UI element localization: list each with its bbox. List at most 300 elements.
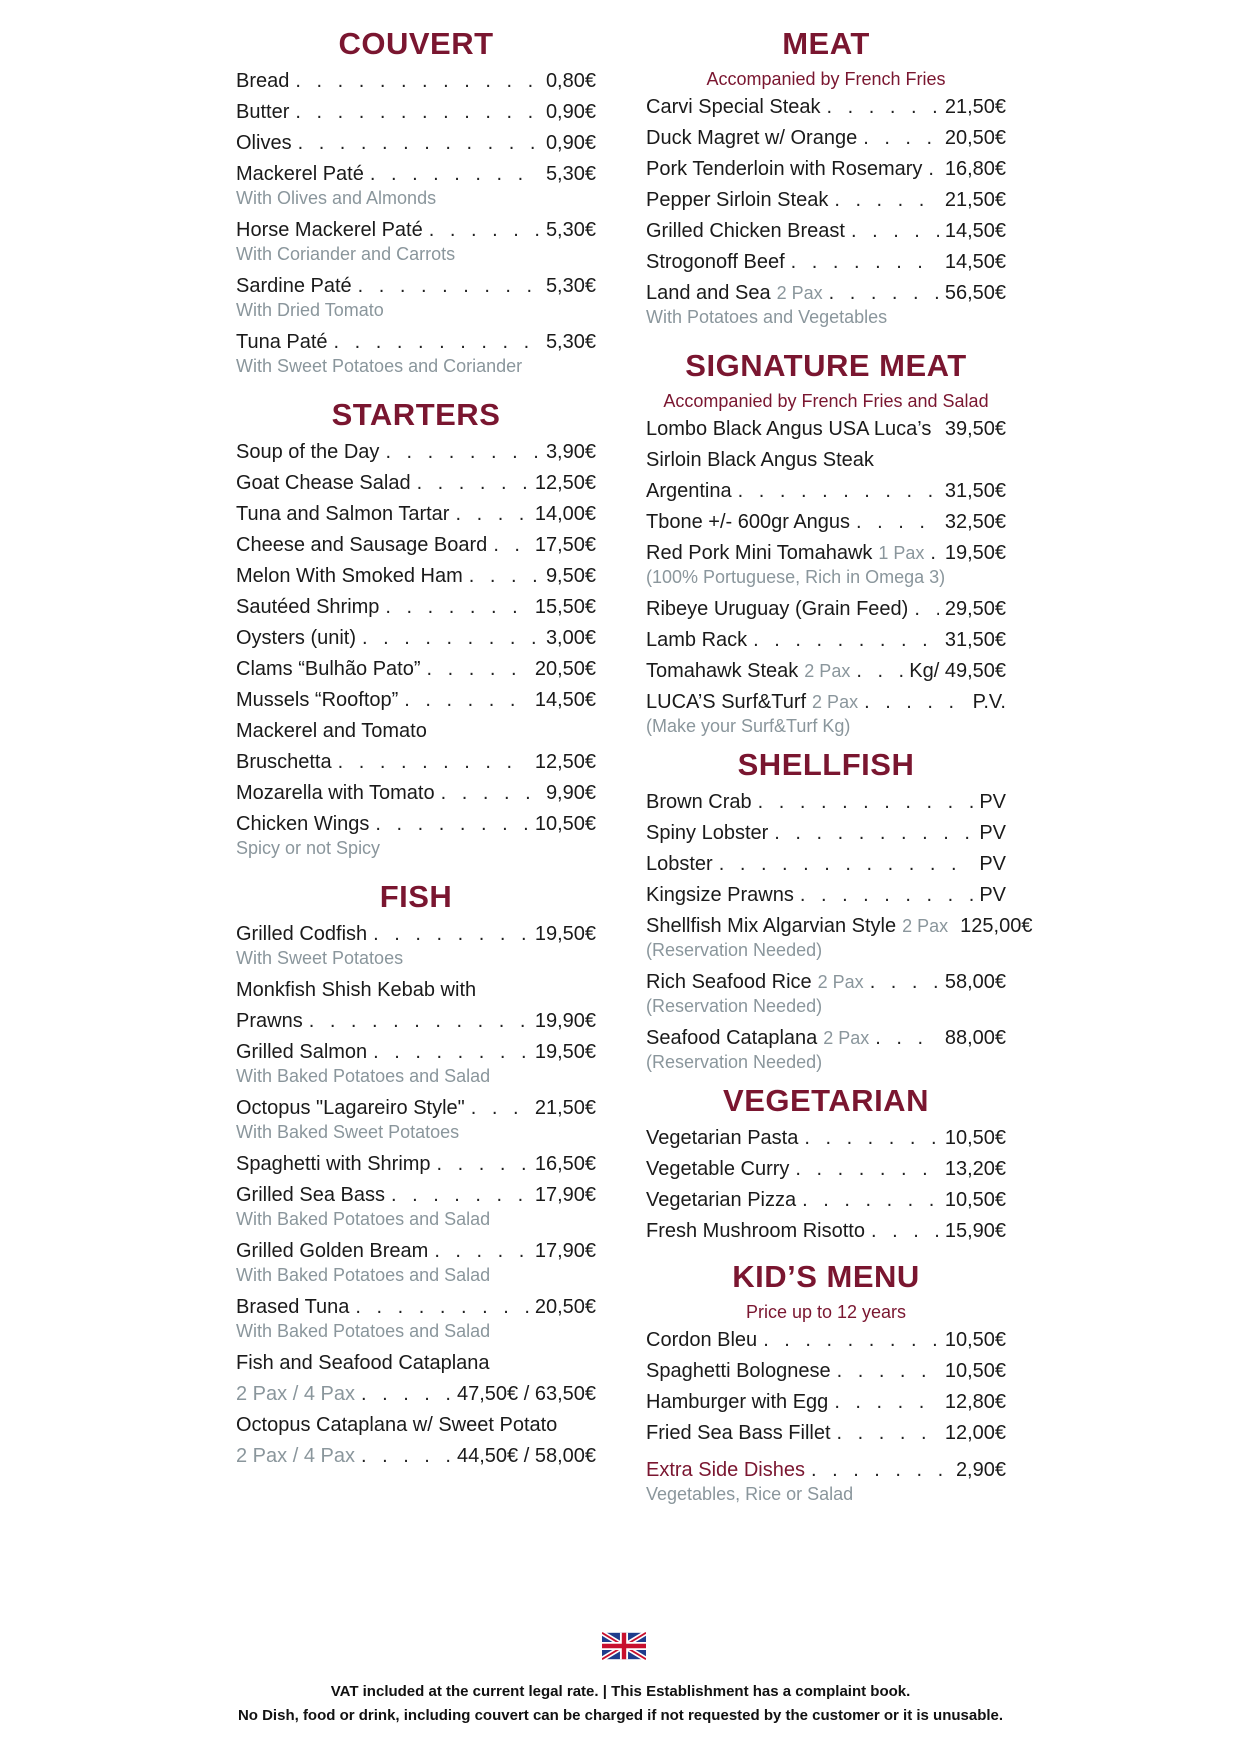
item-price: 12,50€ [534,472,596,494]
dot-leader [758,787,974,818]
menu-item [236,1236,596,1267]
item-name: Sirloin Black Angus Steak [646,449,874,471]
item-note: (100% Portuguese, Rich in Omega 3) [646,567,946,587]
dot-leader [802,1185,939,1216]
item-price: 15,90€ [944,1220,1006,1242]
item-price: 10,50€ [944,1127,1006,1149]
menu-item [236,271,596,302]
item-price: 19,50€ [944,542,1006,564]
item-name: Sautéed Shrimp [236,596,380,618]
item-name: Brased Tuna [236,1296,350,1318]
menu-item [646,594,1006,625]
item-name: Fresh Mushroom Risotto [646,1220,865,1242]
item-price: 21,50€ [534,1097,596,1119]
item-name: Mackerel Paté [236,163,364,185]
item-name: Grilled Chicken Breast [646,220,845,242]
item-name: Spaghetti Bolognese [646,1360,831,1382]
dot-leader [827,92,939,123]
item-name: Pepper Sirloin Steak [646,189,829,211]
item-price: 17,50€ [534,534,596,556]
item-price: 17,90€ [534,1240,596,1262]
menu-item [646,507,1006,538]
item-price: 14,50€ [944,220,1006,242]
item-name: Soup of the Day [236,441,380,463]
item-price: PV [979,822,1006,844]
dot-leader [370,159,540,190]
item-price: PV [979,884,1006,906]
couvert-items [236,66,596,377]
item-price: P.V. [972,691,1006,713]
dot-leader [763,1325,939,1356]
item-name: Mozarella with Tomato [236,782,435,804]
item-name: Tuna and Salmon Tartar [236,503,450,525]
item-name: Mussels “Rooftop” [236,689,399,711]
menu-item [646,1216,1006,1247]
menu-item [236,1410,596,1441]
dot-leader [837,1418,939,1449]
item-pax: 2 Pax [817,972,864,992]
meat-items [646,92,1006,328]
item-price: 31,50€ [944,629,1006,651]
fish-section [236,875,596,1472]
item-price: 5,30€ [545,331,596,353]
section-title: KID’S MENU [732,1259,920,1294]
menu-item [646,1325,1006,1356]
menu-item [646,185,1006,216]
dot-leader [385,437,540,468]
item-price: 88,00€ [944,1027,1006,1049]
item-name: Bread [236,70,290,92]
item-name: Carvi Special Steak [646,96,821,118]
item-price: 19,90€ [534,1010,596,1032]
item-price: 12,00€ [944,1422,1006,1444]
dot-leader [870,967,939,998]
item-pax: 2 Pax [823,1028,870,1048]
item-name: Vegetarian Pasta [646,1127,799,1149]
dot-leader [928,154,938,185]
menu-item [236,468,596,499]
menu-item [646,1387,1006,1418]
item-pax: 2 Pax [776,283,823,303]
menu-item [236,1441,596,1472]
menu-item [646,538,1006,569]
menu-item [236,1180,596,1211]
menu-item [646,911,1033,942]
menu-item [236,1292,596,1323]
item-name: Spaghetti with Shrimp [236,1153,431,1175]
item-name: Clams “Bulhão Pato” [236,658,421,680]
menu-item [236,499,596,530]
item-name: Fried Sea Bass Fillet [646,1422,831,1444]
item-note: Spicy or not Spicy [236,838,381,858]
item-name: Extra Side Dishes [646,1459,805,1481]
menu-item [646,687,1006,718]
item-name: Land and Sea [646,282,771,304]
item-note: With Coriander and Carrots [236,244,456,264]
dot-leader [391,1180,529,1211]
menu-item [646,476,1006,507]
dot-leader [434,1236,529,1267]
dot-leader [437,1149,529,1180]
item-name: LUCA’S Surf&Turf [646,691,807,713]
item-name: Kingsize Prawns [646,884,794,906]
item-name: Grilled Codfish [236,923,368,945]
uk-flag-icon[interactable] [602,1632,646,1660]
menu-item [236,592,596,623]
menu-item [646,123,1006,154]
item-price: 10,50€ [944,1329,1006,1351]
item-name: Brown Crab [646,791,752,813]
footer-charge-line: No Dish, food or drink, including couvert can be charged if not requested by the customer or it is unusable. [237,1707,1004,1724]
dot-leader [753,625,939,656]
item-price: 5,30€ [545,219,596,241]
menu-item [236,1149,596,1180]
item-name: Melon With Smoked Ham [236,565,463,587]
item-pax: 1 Pax [878,543,925,563]
item-name: 2 Pax / 4 Pax [236,1445,355,1467]
item-price: 19,50€ [534,923,596,945]
item-name: Strogonoff Beef [646,251,785,273]
item-price: 56,50€ [944,282,1006,304]
dot-leader [795,1154,938,1185]
item-pax: 2 Pax [812,692,859,712]
item-price: 9,50€ [545,565,596,587]
item-price: 5,30€ [545,275,596,297]
menu-item [236,128,596,159]
menu-item [236,716,596,747]
item-price: 47,50€ / 63,50€ [456,1383,596,1405]
section-subtitle: Accompanied by French Fries and Salad [663,391,989,411]
dot-leader [295,97,540,128]
item-note: (Reservation Needed) [646,1052,823,1072]
dot-leader [358,271,540,302]
dot-leader [930,538,938,569]
menu-item [236,654,596,685]
item-price: 20,50€ [534,1296,596,1318]
item-name: Vegetable Curry [646,1158,790,1180]
meat-section [646,22,1006,328]
menu-item [646,625,1006,656]
dot-leader [361,1441,451,1472]
item-price: 32,50€ [944,511,1006,533]
section-title: SHELLFISH [737,747,915,782]
dot-leader [774,818,973,849]
item-name: Tuna Paté [236,331,328,353]
item-note: With Baked Potatoes and Salad [236,1066,491,1086]
item-name: Olives [236,132,292,154]
dot-leader [471,1093,529,1124]
item-note: (Make your Surf&Turf Kg) [646,716,851,736]
item-note: With Baked Potatoes and Salad [236,1265,491,1285]
item-price: Kg/ 49,50€ [909,660,1006,682]
item-note: With Olives and Almonds [236,188,437,208]
menu-item [236,66,596,97]
menu-item [646,414,1006,445]
item-note: With Baked Potatoes and Salad [236,1321,491,1341]
dot-leader [837,1356,939,1387]
item-price: 10,50€ [534,813,596,835]
item-price: 0,90€ [545,101,596,123]
shellfish-section [646,743,1033,1073]
item-name: Shellfish Mix Algarvian Style [646,915,897,937]
dot-leader [469,561,540,592]
section-subtitle: Price up to 12 years [745,1302,907,1322]
dot-leader [800,880,973,911]
item-name: Cheese and Sausage Board [236,534,488,556]
section-title: STARTERS [331,397,501,432]
menu-item [236,1093,596,1124]
dot-leader [937,414,938,445]
menu-item [646,1123,1006,1154]
item-name: Hamburger with Egg [646,1391,829,1413]
item-name: Pork Tenderloin with Rosemary [646,158,923,180]
vegetarian-section [646,1079,1006,1247]
item-price: 5,30€ [545,163,596,185]
item-price: 19,50€ [534,1041,596,1063]
item-price: 21,50€ [944,96,1006,118]
item-price: 0,80€ [545,70,596,92]
item-price: 39,50€ [944,418,1006,440]
menu-item [646,1154,1006,1185]
item-price: 3,00€ [545,627,596,649]
item-name: Tomahawk Steak [646,660,799,682]
item-name: Bruschetta [236,751,332,773]
dot-leader [309,1006,529,1037]
item-note: With Dried Tomato [236,300,384,320]
item-note: With Sweet Potatoes [236,948,404,968]
dot-leader [856,507,939,538]
item-name: Tbone +/- 600gr Angus [646,511,851,533]
dot-leader [719,849,974,880]
menu-item [646,247,1006,278]
item-name: Ribeye Uruguay (Grain Feed) [646,598,909,620]
item-name: Lobster [646,853,713,875]
item-note: With Baked Potatoes and Salad [236,1209,491,1229]
dot-leader [427,654,529,685]
item-pax: 2 Pax [902,916,949,936]
item-price: 21,50€ [944,189,1006,211]
item-price: 10,50€ [944,1189,1006,1211]
item-name: Duck Magret w/ Orange [646,127,858,149]
menu-item [236,747,596,778]
menu-item [646,1023,1006,1054]
item-name: Octopus "Lagareiro Style" [236,1097,465,1119]
item-price: 29,50€ [944,598,1006,620]
menu-item [236,561,596,592]
menu-item [646,656,1006,687]
menu-item [646,154,1006,185]
section-title: COUVERT [338,26,494,61]
item-name: Chicken Wings [236,813,370,835]
section-title: SIGNATURE MEAT [685,348,967,383]
item-price: 10,50€ [944,1360,1006,1382]
item-name: Prawns [236,1010,303,1032]
dot-leader [914,594,938,625]
item-name: Horse Mackerel Paté [236,219,423,241]
menu-item [646,1455,1006,1486]
menu-item [236,97,596,128]
dot-leader [455,499,528,530]
dot-leader [334,327,540,358]
dot-leader [875,1023,939,1054]
shellfish-items [646,787,1033,1073]
item-name: Monkfish Shish Kebab with [236,979,477,1001]
dot-leader [738,476,939,507]
dot-leader [429,215,540,246]
item-name: Grilled Salmon [236,1041,368,1063]
dot-leader [791,247,939,278]
item-price: 125,00€ [960,915,1033,937]
item-price: 15,50€ [534,596,596,618]
menu-item [646,1418,1006,1449]
signature-items [646,414,1006,737]
menu-item [646,1356,1006,1387]
dot-leader [373,1037,529,1068]
item-name: Fish and Seafood Cataplana [236,1352,490,1374]
menu-item [646,92,1006,123]
menu-item [236,1037,596,1068]
item-name: Sardine Paté [236,275,352,297]
item-note: With Potatoes and Vegetables [646,307,888,327]
item-price: 3,90€ [545,441,596,463]
item-price: 16,50€ [534,1153,596,1175]
item-name: 2 Pax / 4 Pax [236,1383,355,1405]
kids-menu-section [646,1255,1006,1449]
item-note: With Sweet Potatoes and Coriander [236,356,523,376]
section-title: FISH [379,879,453,914]
item-price: 44,50€ / 58,00€ [456,1445,596,1467]
item-name: Rich Seafood Rice [646,971,812,993]
item-price: 14,50€ [534,689,596,711]
signature-meat-section [646,344,1006,737]
dot-leader [404,685,529,716]
item-price: 0,90€ [545,132,596,154]
section-subtitle: Accompanied by French Fries [706,69,946,89]
item-price: PV [979,791,1006,813]
section-title: VEGETARIAN [723,1083,929,1118]
dot-leader [493,530,529,561]
menu-item [646,818,1006,849]
dot-leader [864,687,967,718]
dot-leader [375,809,528,840]
item-price: PV [979,853,1006,875]
menu-item [236,975,596,1006]
dot-leader [362,623,540,654]
dot-leader [851,216,939,247]
dot-leader [871,1216,939,1247]
item-price: 20,50€ [944,127,1006,149]
item-name: Lombo Black Angus USA Luca’s [646,418,932,440]
item-price: 14,00€ [534,503,596,525]
right-column [646,22,1033,1511]
dot-leader [338,747,529,778]
menu-item [646,787,1006,818]
dot-leader [804,1123,938,1154]
dot-leader [295,66,540,97]
item-name: Mackerel and Tomato [236,720,427,742]
item-price: 12,50€ [534,751,596,773]
item-note: Vegetables, Rice or Salad [646,1484,854,1504]
item-name: Octopus Cataplana w/ Sweet Potato [236,1414,558,1436]
menu-item [236,530,596,561]
menu-item [646,445,1006,476]
dot-leader [811,1455,950,1486]
footer-vat-line: VAT included at the current legal rate. | This Establishment has a complaint book. [330,1683,911,1700]
item-name: Spiny Lobster [646,822,769,844]
menu-item [236,327,596,358]
menu-item [646,880,1006,911]
item-note: With Baked Sweet Potatoes [236,1122,460,1142]
menu-item [646,1185,1006,1216]
item-name: Seafood Cataplana [646,1027,818,1049]
dot-leader [441,778,540,809]
item-name: Grilled Sea Bass [236,1184,385,1206]
item-price: 20,50€ [534,658,596,680]
item-name: Grilled Golden Bream [236,1240,429,1262]
dot-leader [373,919,529,950]
item-name: Oysters (unit) [236,627,357,649]
item-price: 9,90€ [545,782,596,804]
item-price: 58,00€ [944,971,1006,993]
dot-leader [863,123,939,154]
menu-item [236,778,596,809]
menu-item [646,849,1006,880]
extra-side-dishes [646,1455,1006,1505]
dot-leader [834,1387,939,1418]
item-price: 17,90€ [534,1184,596,1206]
menu-item [646,216,1006,247]
starters-items [236,437,596,859]
section-title: MEAT [782,26,870,61]
menu-item [236,1006,596,1037]
menu-item [236,1379,596,1410]
item-name: Goat Chease Salad [236,472,411,494]
menu-item [236,919,596,950]
item-price: 14,50€ [944,251,1006,273]
item-price: 31,50€ [944,480,1006,502]
item-name: Argentina [646,480,732,502]
starters-section [236,393,596,859]
couvert-section [236,22,596,377]
item-name: Butter [236,101,290,123]
dot-leader [856,656,903,687]
item-note: (Reservation Needed) [646,996,823,1016]
dot-leader [298,128,540,159]
kids-items [646,1325,1006,1449]
dot-leader [829,278,939,309]
menu-item [236,623,596,654]
item-name: Lamb Rack [646,629,748,651]
dot-leader [417,468,529,499]
dot-leader [361,1379,451,1410]
item-pax: 2 Pax [804,661,851,681]
menu-item [646,278,1006,309]
menu-item [236,809,596,840]
dot-leader [355,1292,528,1323]
menu-item [236,437,596,468]
dot-leader [834,185,939,216]
menu-item [646,967,1006,998]
item-name: Cordon Bleu [646,1329,758,1351]
item-price: 12,80€ [944,1391,1006,1413]
item-price: 2,90€ [955,1459,1006,1481]
item-price: 13,20€ [944,1158,1006,1180]
vegetarian-items [646,1123,1006,1247]
menu-item [236,1348,596,1379]
left-column [236,22,596,1472]
fish-items [236,919,596,1472]
item-price: 16,80€ [944,158,1006,180]
